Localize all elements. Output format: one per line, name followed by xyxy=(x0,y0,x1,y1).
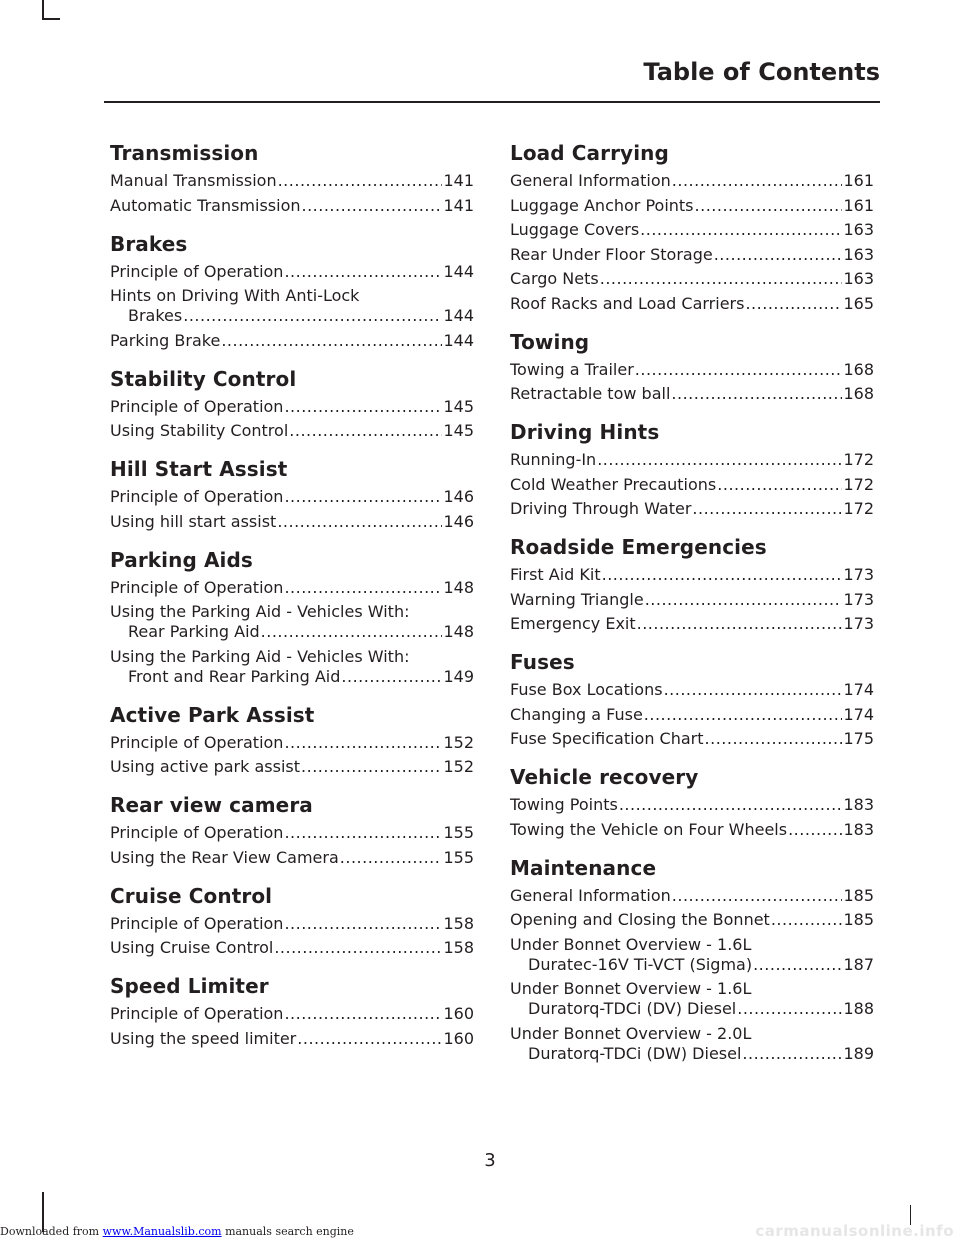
entry-page-number: 146 xyxy=(443,511,474,531)
toc-entry[interactable] xyxy=(110,262,474,282)
section-heading: Rear view camera xyxy=(110,793,313,817)
entry-title: Using hill start assist xyxy=(110,511,277,531)
entry-page-number: 168 xyxy=(843,359,874,379)
section-heading: Fuses xyxy=(510,650,575,674)
entry-page-number: 168 xyxy=(843,384,874,403)
toc-entry[interactable] xyxy=(110,647,474,687)
dot-leader xyxy=(672,171,843,191)
entry-page-number: 161 xyxy=(843,195,874,215)
entry-page-number: 185 xyxy=(843,910,874,929)
entry-title: Cold Weather Precautions xyxy=(510,474,717,494)
toc-entry[interactable] xyxy=(510,475,874,495)
entry-page-number: 172 xyxy=(843,499,874,518)
toc-entry[interactable] xyxy=(510,590,874,610)
entry-title: Running-In xyxy=(510,450,597,469)
dot-leader xyxy=(705,729,843,749)
dot-leader xyxy=(644,705,843,725)
entry-page-number: 165 xyxy=(843,293,874,313)
crop-mark-top-left-v xyxy=(42,0,44,18)
entry-title-line: Under Bonnet Overview - 1.6L xyxy=(510,934,752,954)
toc-section xyxy=(110,881,474,959)
entry-title: Retractable tow ball xyxy=(510,384,671,403)
entry-page-number: 152 xyxy=(443,757,474,776)
toc-entry[interactable] xyxy=(510,1024,874,1064)
entry-title-line: Hints on Driving With Anti-Lock xyxy=(110,286,360,305)
toc-entry[interactable] xyxy=(110,757,474,777)
page-header xyxy=(643,58,880,86)
dot-leader xyxy=(602,565,843,585)
toc-entry[interactable] xyxy=(510,360,874,380)
entry-page-number: 188 xyxy=(843,999,874,1018)
dot-leader xyxy=(635,360,843,380)
entry-title: Brakes xyxy=(128,306,183,325)
entry-page-number: 155 xyxy=(443,847,474,867)
toc-entry[interactable] xyxy=(110,848,474,868)
toc-entry[interactable] xyxy=(110,331,474,351)
toc-entry[interactable] xyxy=(110,578,474,598)
crop-mark-top-left-h xyxy=(42,18,60,20)
toc-entry[interactable] xyxy=(110,1029,474,1049)
toc-entry[interactable] xyxy=(510,269,874,289)
section-heading: Load Carrying xyxy=(510,141,669,165)
entry-page-number: 173 xyxy=(843,614,874,633)
entry-title: Opening and Closing the Bonnet xyxy=(510,910,770,929)
entry-page-number: 146 xyxy=(443,487,474,506)
toc-entry[interactable] xyxy=(510,820,874,840)
entry-page-number: 173 xyxy=(843,589,874,609)
dot-leader xyxy=(788,820,842,840)
section-heading: Driving Hints xyxy=(510,420,660,444)
entry-page-number: 175 xyxy=(843,729,874,748)
entry-title: Fuse Box Locations xyxy=(510,680,663,699)
entry-title: Automatic Transmission xyxy=(110,195,301,215)
entry-page-number: 144 xyxy=(443,330,474,350)
toc-entry[interactable] xyxy=(110,602,474,642)
entry-page-number: 144 xyxy=(443,306,474,325)
section-heading: Maintenance xyxy=(510,855,657,880)
toc-entry[interactable] xyxy=(510,886,874,906)
toc-entry[interactable] xyxy=(510,499,874,519)
entry-page-number: 149 xyxy=(443,666,474,686)
entry-title: Manual Transmission xyxy=(110,171,277,190)
dot-leader xyxy=(745,294,842,314)
toc-section xyxy=(110,454,474,532)
entry-page-number: 173 xyxy=(843,565,874,584)
toc-entry[interactable] xyxy=(110,914,474,934)
toc-section xyxy=(110,138,474,216)
toc-entry[interactable] xyxy=(510,171,874,191)
toc-section xyxy=(510,417,874,519)
entry-page-number: 145 xyxy=(443,421,474,440)
entry-title: Duratorq-TDCi (DW) Diesel xyxy=(528,1043,742,1063)
toc-section xyxy=(110,790,474,868)
toc-section xyxy=(510,762,874,840)
dot-leader xyxy=(261,622,443,642)
entry-title: Using the Rear View Camera xyxy=(110,847,339,867)
entry-title: Changing a Fuse xyxy=(510,704,643,724)
toc-entry[interactable] xyxy=(110,938,474,958)
dot-leader xyxy=(284,487,442,507)
entry-title-line: Using the Parking Aid - Vehicles With: xyxy=(110,602,410,621)
entry-page-number: 148 xyxy=(443,577,474,597)
watermark: carmanualsonline.info xyxy=(755,1222,954,1240)
entry-page-number: 152 xyxy=(443,732,474,752)
toc-entry[interactable] xyxy=(110,487,474,507)
section-heading: Stability Control xyxy=(110,366,297,391)
toc-section xyxy=(510,138,874,314)
toc-section xyxy=(510,647,874,749)
section-heading: Towing xyxy=(510,329,590,354)
dot-leader xyxy=(284,1004,442,1024)
entry-title: Using active park assist xyxy=(110,757,301,776)
toc-entry[interactable] xyxy=(510,565,874,585)
dot-leader xyxy=(221,331,442,351)
dot-leader xyxy=(742,1044,842,1064)
entry-title: Towing the Vehicle on Four Wheels xyxy=(510,819,788,839)
entry-title: First Aid Kit xyxy=(510,565,601,584)
entry-page-number: 163 xyxy=(843,220,874,239)
toc-entry[interactable] xyxy=(510,220,874,240)
section-heading: Cruise Control xyxy=(110,883,273,908)
dot-leader xyxy=(695,196,843,216)
entry-title: Towing a Trailer xyxy=(510,359,634,379)
entry-title: Driving Through Water xyxy=(510,499,692,518)
page-title: Table of Contents xyxy=(643,58,880,86)
dot-leader xyxy=(284,914,442,934)
entry-page-number: 174 xyxy=(843,704,874,724)
entry-page-number: 141 xyxy=(443,195,474,215)
entry-title: Using the speed limiter xyxy=(110,1028,297,1048)
entry-title: Warning Triangle xyxy=(510,589,644,609)
section-heading: Hill Start Assist xyxy=(110,457,288,481)
entry-title: Parking Brake xyxy=(110,330,221,350)
toc-entry[interactable] xyxy=(110,733,474,753)
toc-entry[interactable] xyxy=(510,729,874,749)
section-heading: Brakes xyxy=(110,231,188,256)
toc-section xyxy=(510,327,874,405)
footer-suffix: manuals search engine xyxy=(225,1225,354,1238)
toc-right-column xyxy=(510,138,874,1077)
dot-leader xyxy=(284,397,442,417)
toc-entry[interactable] xyxy=(110,512,474,532)
entry-page-number: 172 xyxy=(843,450,874,469)
entry-page-number: 172 xyxy=(843,474,874,494)
entry-title: Duratec-16V Ti-VCT (Sigma) xyxy=(528,954,753,974)
dot-leader xyxy=(600,269,843,289)
toc-entry[interactable] xyxy=(110,397,474,417)
toc-entry[interactable] xyxy=(510,705,874,725)
entry-page-number: 185 xyxy=(843,885,874,905)
section-heading: Parking Aids xyxy=(110,547,253,572)
entry-title: Using Cruise Control xyxy=(110,938,274,957)
dot-leader xyxy=(737,999,842,1019)
toc-entry[interactable] xyxy=(110,196,474,216)
header-rule xyxy=(104,101,880,103)
dot-leader xyxy=(301,757,442,777)
manualslib-link[interactable]: www.Manualslib.com xyxy=(102,1225,222,1238)
toc-entry[interactable] xyxy=(510,680,874,700)
dot-leader xyxy=(597,450,842,470)
entry-page-number: 158 xyxy=(443,938,474,957)
dot-leader xyxy=(637,614,843,634)
entry-page-number: 183 xyxy=(843,795,874,814)
entry-page-number: 189 xyxy=(843,1043,874,1063)
toc-entry[interactable] xyxy=(510,614,874,634)
dot-leader xyxy=(640,220,842,240)
entry-title: Rear Under Floor Storage xyxy=(510,244,713,264)
entry-title-line: Using the Parking Aid - Vehicles With: xyxy=(110,646,410,666)
toc-entry[interactable] xyxy=(510,294,874,314)
toc-entry[interactable] xyxy=(510,384,874,404)
toc-entry[interactable] xyxy=(110,171,474,191)
entry-title: Using Stability Control xyxy=(110,421,289,440)
dot-leader xyxy=(284,733,442,753)
toc-entry[interactable] xyxy=(510,979,874,1019)
dot-leader xyxy=(341,667,442,687)
dot-leader xyxy=(672,886,843,906)
toc-section xyxy=(510,532,874,634)
dot-leader xyxy=(671,384,842,404)
toc-left-column xyxy=(110,138,474,1062)
toc-entry[interactable] xyxy=(510,935,874,975)
dot-leader xyxy=(278,171,443,191)
entry-page-number: 145 xyxy=(443,396,474,416)
entry-title: Fuse Specification Chart xyxy=(510,729,704,748)
dot-leader xyxy=(753,955,842,975)
toc-section xyxy=(510,853,874,1064)
entry-page-number: 161 xyxy=(843,171,874,190)
entry-page-number: 160 xyxy=(443,1004,474,1023)
entry-title: Principle of Operation xyxy=(110,261,284,281)
dot-leader xyxy=(714,245,843,265)
entry-page-number: 155 xyxy=(443,823,474,842)
entry-title: Towing Points xyxy=(510,795,618,814)
entry-title: General Information xyxy=(510,171,671,190)
page-number: 3 xyxy=(484,1150,496,1171)
dot-leader xyxy=(717,475,842,495)
dot-leader xyxy=(771,910,843,930)
section-heading: Transmission xyxy=(110,141,259,165)
download-footer xyxy=(0,1225,354,1238)
entry-page-number: 163 xyxy=(843,269,874,288)
dot-leader xyxy=(664,680,843,700)
entry-page-number: 187 xyxy=(843,954,874,974)
toc-section xyxy=(110,229,474,351)
toc-entry[interactable] xyxy=(510,795,874,815)
section-heading: Speed Limiter xyxy=(110,974,269,998)
entry-page-number: 183 xyxy=(843,819,874,839)
entry-title-line: Under Bonnet Overview - 1.6L xyxy=(510,979,752,998)
toc-section xyxy=(110,971,474,1049)
dot-leader xyxy=(284,262,442,282)
entry-title: Emergency Exit xyxy=(510,614,636,633)
entry-title: General Information xyxy=(510,885,671,905)
entry-title: Principle of Operation xyxy=(110,1004,284,1023)
entry-page-number: 144 xyxy=(443,261,474,281)
section-heading: Roadside Emergencies xyxy=(510,535,767,559)
dot-leader xyxy=(340,848,443,868)
dot-leader xyxy=(183,306,442,326)
entry-title: Rear Parking Aid xyxy=(128,622,260,641)
dot-leader xyxy=(277,512,442,532)
dot-leader xyxy=(619,795,843,815)
toc-entry[interactable] xyxy=(510,196,874,216)
entry-title: Front and Rear Parking Aid xyxy=(128,666,341,686)
entry-title: Principle of Operation xyxy=(110,913,284,933)
entry-page-number: 174 xyxy=(843,680,874,699)
section-heading: Vehicle recovery xyxy=(510,765,699,789)
dot-leader xyxy=(645,590,843,610)
toc-entry[interactable] xyxy=(110,421,474,441)
toc-entry[interactable] xyxy=(510,245,874,265)
toc-entry[interactable] xyxy=(510,450,874,470)
toc-entry[interactable] xyxy=(110,1004,474,1024)
dot-leader xyxy=(302,196,443,216)
entry-page-number: 163 xyxy=(843,244,874,264)
entry-title: Roof Racks and Load Carriers xyxy=(510,293,745,313)
entry-page-number: 148 xyxy=(443,622,474,641)
entry-page-number: 160 xyxy=(443,1028,474,1048)
entry-title: Principle of Operation xyxy=(110,732,284,752)
entry-title: Principle of Operation xyxy=(110,396,284,416)
entry-title: Luggage Covers xyxy=(510,220,640,239)
toc-entry[interactable] xyxy=(510,910,874,930)
entry-title: Principle of Operation xyxy=(110,823,284,842)
dot-leader xyxy=(692,499,842,519)
dot-leader xyxy=(284,823,442,843)
toc-section xyxy=(110,545,474,687)
dot-leader xyxy=(297,1029,442,1049)
footer-prefix: Downloaded from xyxy=(0,1225,100,1238)
entry-page-number: 158 xyxy=(443,913,474,933)
section-heading: Active Park Assist xyxy=(110,702,315,727)
entry-title: Duratorq-TDCi (DV) Diesel xyxy=(528,999,737,1018)
toc-entry[interactable] xyxy=(110,823,474,843)
entry-title-line: Under Bonnet Overview - 2.0L xyxy=(510,1023,752,1043)
entry-title: Luggage Anchor Points xyxy=(510,195,694,215)
toc-section xyxy=(110,700,474,778)
entry-title: Principle of Operation xyxy=(110,487,284,506)
entry-title: Principle of Operation xyxy=(110,577,284,597)
toc-entry[interactable] xyxy=(110,286,474,326)
toc-section xyxy=(110,364,474,442)
dot-leader xyxy=(284,578,442,598)
entry-page-number: 141 xyxy=(443,171,474,190)
dot-leader xyxy=(274,938,442,958)
dot-leader xyxy=(289,421,442,441)
entry-title: Cargo Nets xyxy=(510,269,599,288)
